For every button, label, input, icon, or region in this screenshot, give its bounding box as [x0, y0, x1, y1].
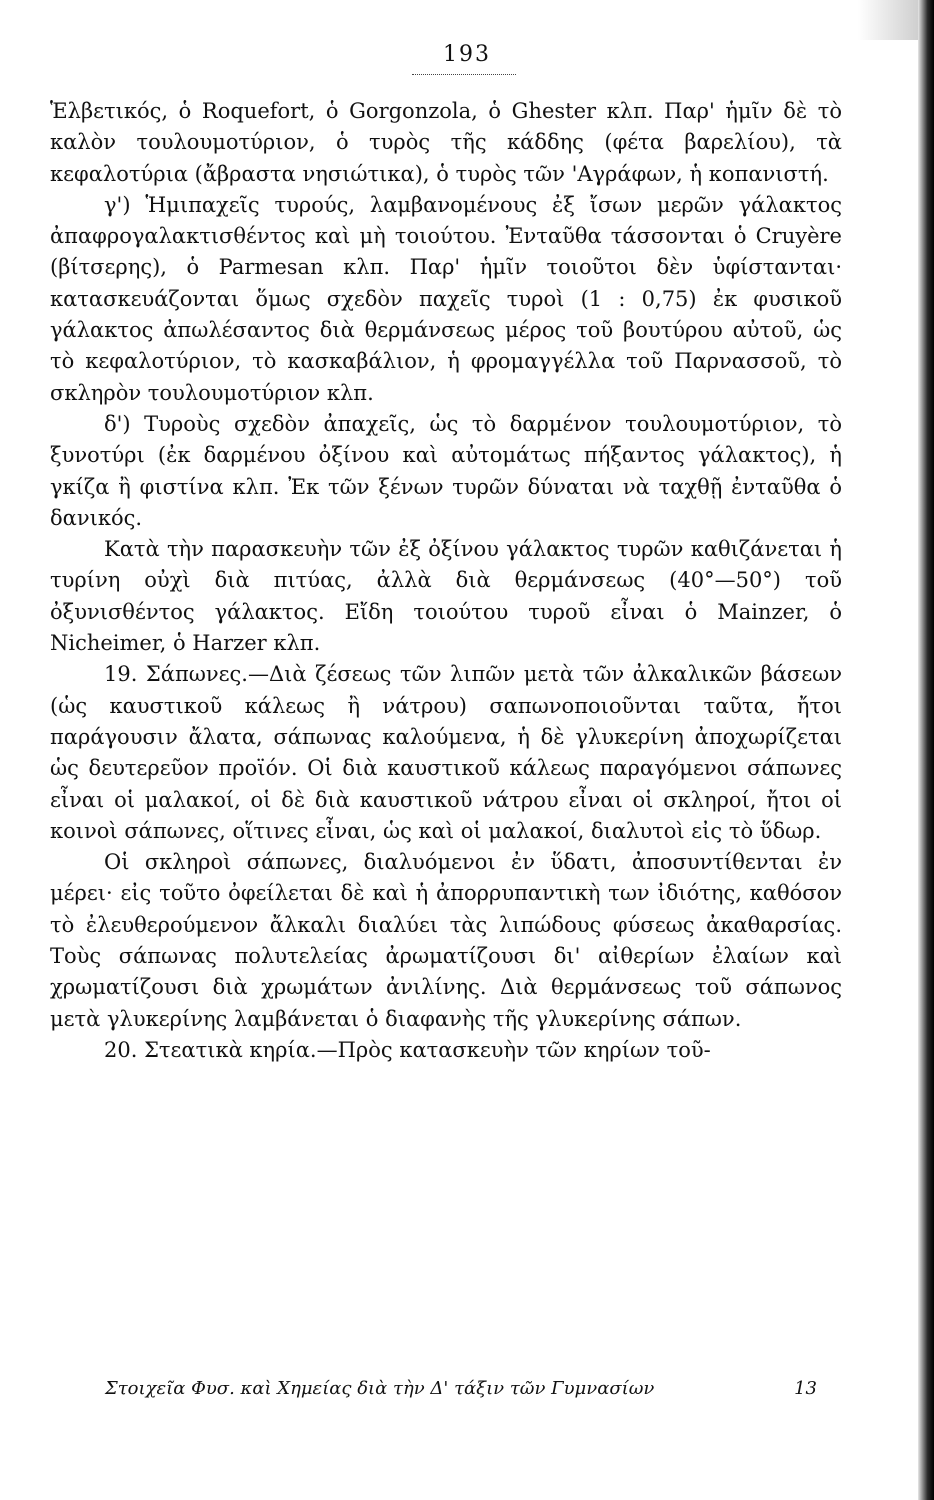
footer-title: Στοιχεῖα Φυσ. καὶ Χημείας διὰ τὴν Δ' τάξιν τῶν Γυμνασίων	[105, 1378, 655, 1399]
page-number: 193	[443, 42, 491, 67]
paragraph-1: Ἑλβετικός, ὁ Roquefort, ὁ Gorgonzola, ὁ Ghester κλπ. Παρ' ἡμῖν δὲ τὸ καλὸν τουλουμοτύριον, ὁ τυρὸς τῆς κάδδης (φέτα βαρελίου), τὰ κεφαλοτύρια (ἄβραστα νησιώτικα), ὁ τυρὸς τῶν 'Αγράφων, ἡ κοπανιστή.	[50, 99, 842, 186]
paragraph-3: δ') Τυροὺς σχεδὸν ἀπαχεῖς, ὡς τὸ δαρμένον τουλουμοτύριον, τὸ ξυνοτύρι (ἐκ δαρμένου ὀξίνου καὶ αὐτομάτως πήξαντος γάλακτος), ἡ γκίζα ἢ φιστίνα κλπ. Ἐκ τῶν ξένων τυρῶν δύναται νὰ ταχθῇ ἐνταῦθα ὁ δανικός.	[50, 411, 842, 530]
section-19-paragraph: 19. Σάπωνες.—Διὰ ζέσεως τῶν λιπῶν μετὰ τῶν ἀλκαλικῶν βάσεων (ὡς καυστικοῦ κάλεως ἢ νάτρου) σαπωνοποιοῦνται ταῦτα, ἤτοι παράγουσιν ἄλατα, σάπωνας καλούμενα, ἡ δὲ γλυκερίνη ἀποχωρίζεται ὡς δευτερεῦον προϊόν. Οἱ διὰ καυστικοῦ κάλεως παραγόμενοι σάπωνες εἶναι οἱ μαλακοί, οἱ δὲ διὰ καυστικοῦ νάτρου εἶναι οἱ σκληροί, ἤτοι οἱ κοινοὶ σάπωνες, οἵτινες εἶναι, ὡς καὶ οἱ μαλακοί, διαλυτοὶ εἰς τὸ ὕδωρ.	[50, 662, 842, 843]
page-edge-shadow	[858, 0, 918, 40]
footer-signature: 13	[794, 1378, 817, 1399]
page-footer	[105, 1378, 817, 1399]
paragraph-4: Κατὰ τὴν παρασκευὴν τῶν ἐξ ὀξίνου γάλακτος τυρῶν καθιζάνεται ἡ τυρίνη οὐχὶ διὰ πιτύας, ἀλλὰ διὰ θερμάνσεως (40°—50°) τοῦ ὀξυνισθέντος γάλακτος. Εἴδη τοιούτου τυροῦ εἶναι ὁ Mainzer, ὁ Nicheimer, ὁ Harzer κλπ.	[50, 537, 842, 656]
page-edge	[918, 0, 934, 1500]
section-20-paragraph: 20. Στεατικὰ κηρία.—Πρὸς κατασκευὴν τῶν κηρίων τοῦ-	[104, 1037, 711, 1062]
header-rule	[412, 74, 516, 75]
paragraph-6: Οἱ σκληροὶ σάπωνες, διαλυόμενοι ἐν ὕδατι, ἀποσυντίθενται ἐν μέρει· εἰς τοῦτο ὀφείλεται δὲ καὶ ἡ ἀπορρυπαντικὴ των ἰδιότης, καθόσον τὸ ἐλευθερούμενον ἄλκαλι διαλύει τὰς λιπώδους φύσεως ἀκαθαρσίας. Τοὺς σάπωνας πολυτελείας ἀρωματίζουσι δι' αἰθερίων ἐλαίων καὶ χρωματίζουσι διὰ χρωμάτων ἀνιλίνης. Διὰ θερμάνσεως τοῦ σάπωνος μετὰ γλυκερίνης λαμβάνεται ὁ διαφανὴς τῆς γλυκερίνης σάπων.	[50, 850, 842, 1031]
body-text	[50, 96, 842, 1066]
paragraph-2: γ') Ἡμιπαχεῖς τυρούς, λαμβανομένους ἐξ ἴσων μερῶν γάλακτος ἀπαφρογαλακτισθέντος καὶ μὴ τοιούτου. Ἐνταῦθα τάσσονται ὁ Cruyère (βίτσερης), ὁ Parmesan κλπ. Παρ' ἡμῖν τοιοῦτοι δὲν ὑφίστανται· κατασκευάζονται ὅμως σχεδὸν παχεῖς τυροὶ (1 : 0,75) ἐκ φυσικοῦ γάλακτος ἀπωλέσαντος διὰ θερμάνσεως μέρος τοῦ βουτύρου αὐτοῦ, ὡς τὸ κεφαλοτύριον, τὸ κασκαβάλιον, ἡ φρομαγγέλλα τοῦ Παρνασσοῦ, τὸ σκληρὸν τουλουμοτύριον κλπ.	[50, 192, 842, 405]
